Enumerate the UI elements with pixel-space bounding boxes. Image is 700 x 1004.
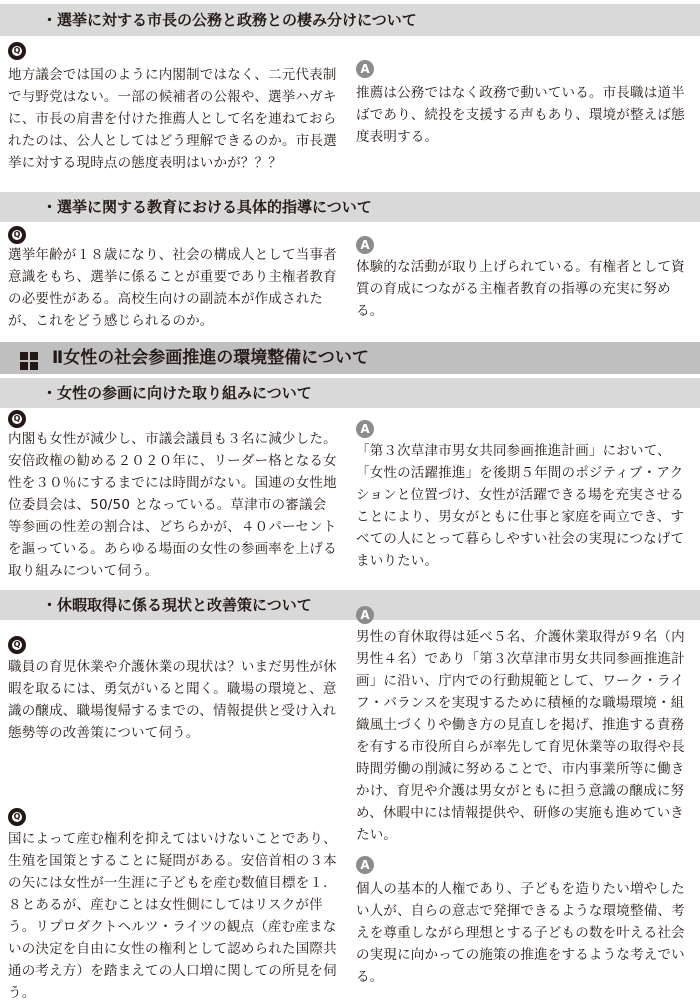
major-heading-text: Ⅱ女性の社会参画推進の環境整備について xyxy=(52,347,369,368)
section-heading-3 xyxy=(0,378,700,408)
question-text-2: 選挙年齢が１８歳になり、社会の構成人として当事者意識をもち、選挙に係ることが重要であり主権者教育の必要性がある。高校生向けの副読本が作成されたが、これをどう感じられるのか。 xyxy=(8,247,337,329)
question-icon: Q xyxy=(8,808,26,826)
section-heading-2 xyxy=(0,192,700,222)
question-icon: Q xyxy=(8,410,26,428)
answer-text-5: 個人の基本的人権であり、子どもを造りたい増やしたい人が、自らの意志で発揮できるような環境整備、考えを尊重しながら理想とする子どもの数を叶える社会の実現に向かっての施策の推進をするような考えでいる。 xyxy=(356,881,685,985)
section-heading-1 xyxy=(0,4,700,36)
section-heading-2-text: ・選挙に関する教育における具体的指導について xyxy=(42,197,372,216)
major-heading xyxy=(0,342,700,374)
section-heading-4 xyxy=(0,590,700,620)
answer-text-1: 推薦は公務ではなく政務で動いている。市長職は道半ばであり、続投を支援する声もあり、環境が整えば態度表明する。 xyxy=(356,85,685,145)
question-icon: Q xyxy=(8,42,26,60)
answer-icon: A xyxy=(356,60,374,78)
answer-icon: A xyxy=(356,420,374,438)
question-icon: Q xyxy=(8,226,26,244)
answer-icon: A xyxy=(356,236,374,254)
answer-text-4: 男性の育休取得は延べ５名、介護休業取得が９名（内男性４名）であり「第３次草津市男女共同参画推進計画」に沿い、庁内での行動規範として、ワーク・ライフ・バランスを実現するために積極的な職場環境・組織風土づくりや働き方の見直しを掲げ、推進する責務を有する市役所自らが率先して育児休業等の取得や長時間労働の削減に努めることで、市内事業所等に働きかけ、育児や介護は男女がともに担う意識の醸成に努め、休暇中には情報提供や、研修の実施も進めていきたい。 xyxy=(356,629,685,843)
question-text-5: 国によって産む権利を抑えてはいけないことであり、生殖を国策とすることに疑問がある。安倍首相の３本の矢には女性が一生涯に子どもを産む数値目標を１．８とあるが、産むことは女性側にしてはリスクが伴う。リプロダクトヘルツ・ライツの観点（産む産まないの決定を自由に女性の権利として認められた国際共通の考え方）を踏まえての人口増に関しての所見を伺う。 xyxy=(8,831,337,1001)
section-heading-4-text: ・休暇取得に係る現状と改善策について xyxy=(42,595,312,614)
answer-text-2: 体験的な活動が取り上げられている。有権者として資質の育成につながる主権者教育の指導の充実に努める。 xyxy=(356,259,685,319)
question-text-3: 内閣も女性が減少し、市議会議員も３名に減少した。安倍政権の勧める２０２０年に、リーダー格となる女性を３０％にするまでには時間がない。国連の女性地位委員会は、50/50 となっている。草津市の審議会等参画の性差の割合は、どちらかが、４０パーセントを謳っている。あらゆる場面の女性の参画率を上げる取り組みについて伺う。 xyxy=(8,431,337,579)
question-text-4: 職員の育児休業や介護休業の現状は？いまだ男性が休暇を取るには、勇気がいると聞く。職場の環境と、意識の醸成、職場復帰するまでの、情報提供と受け入れ態勢等の改善策について伺う。 xyxy=(8,659,337,741)
question-icon: Q xyxy=(8,636,26,654)
question-text-1: 地方議会では国のように内閣制ではなく、二元代表制で与野党はない。一部の候補者の公報や、選挙ハガキに、市長の肩書を付けた推薦人として名を連ねておられたのは、公人としてはどう理解できるのか。市長選挙に対する現時点の態度表明はいかが？？？ xyxy=(8,67,337,171)
answer-text-3: 「第３次草津市男女共同参画推進計画」において、「女性の活躍推進」を後期５年間のポジティブ・アクションと位置づけ、女性が活躍できる場を充実させることにより、男女がともに仕事と家庭を両立でき、すべての人にとって暮らしやすい社会の実現につなげてまいりたい。 xyxy=(356,443,685,569)
section-heading-3-text: ・女性の参画に向けた取り組みについて xyxy=(42,383,312,402)
section-heading-1-text: ・選挙に対する市長の公務と政務との棲み分けについて xyxy=(42,10,417,29)
answer-icon: A xyxy=(356,606,374,624)
square-bullet-icon xyxy=(20,352,38,370)
answer-icon: A xyxy=(356,856,374,874)
